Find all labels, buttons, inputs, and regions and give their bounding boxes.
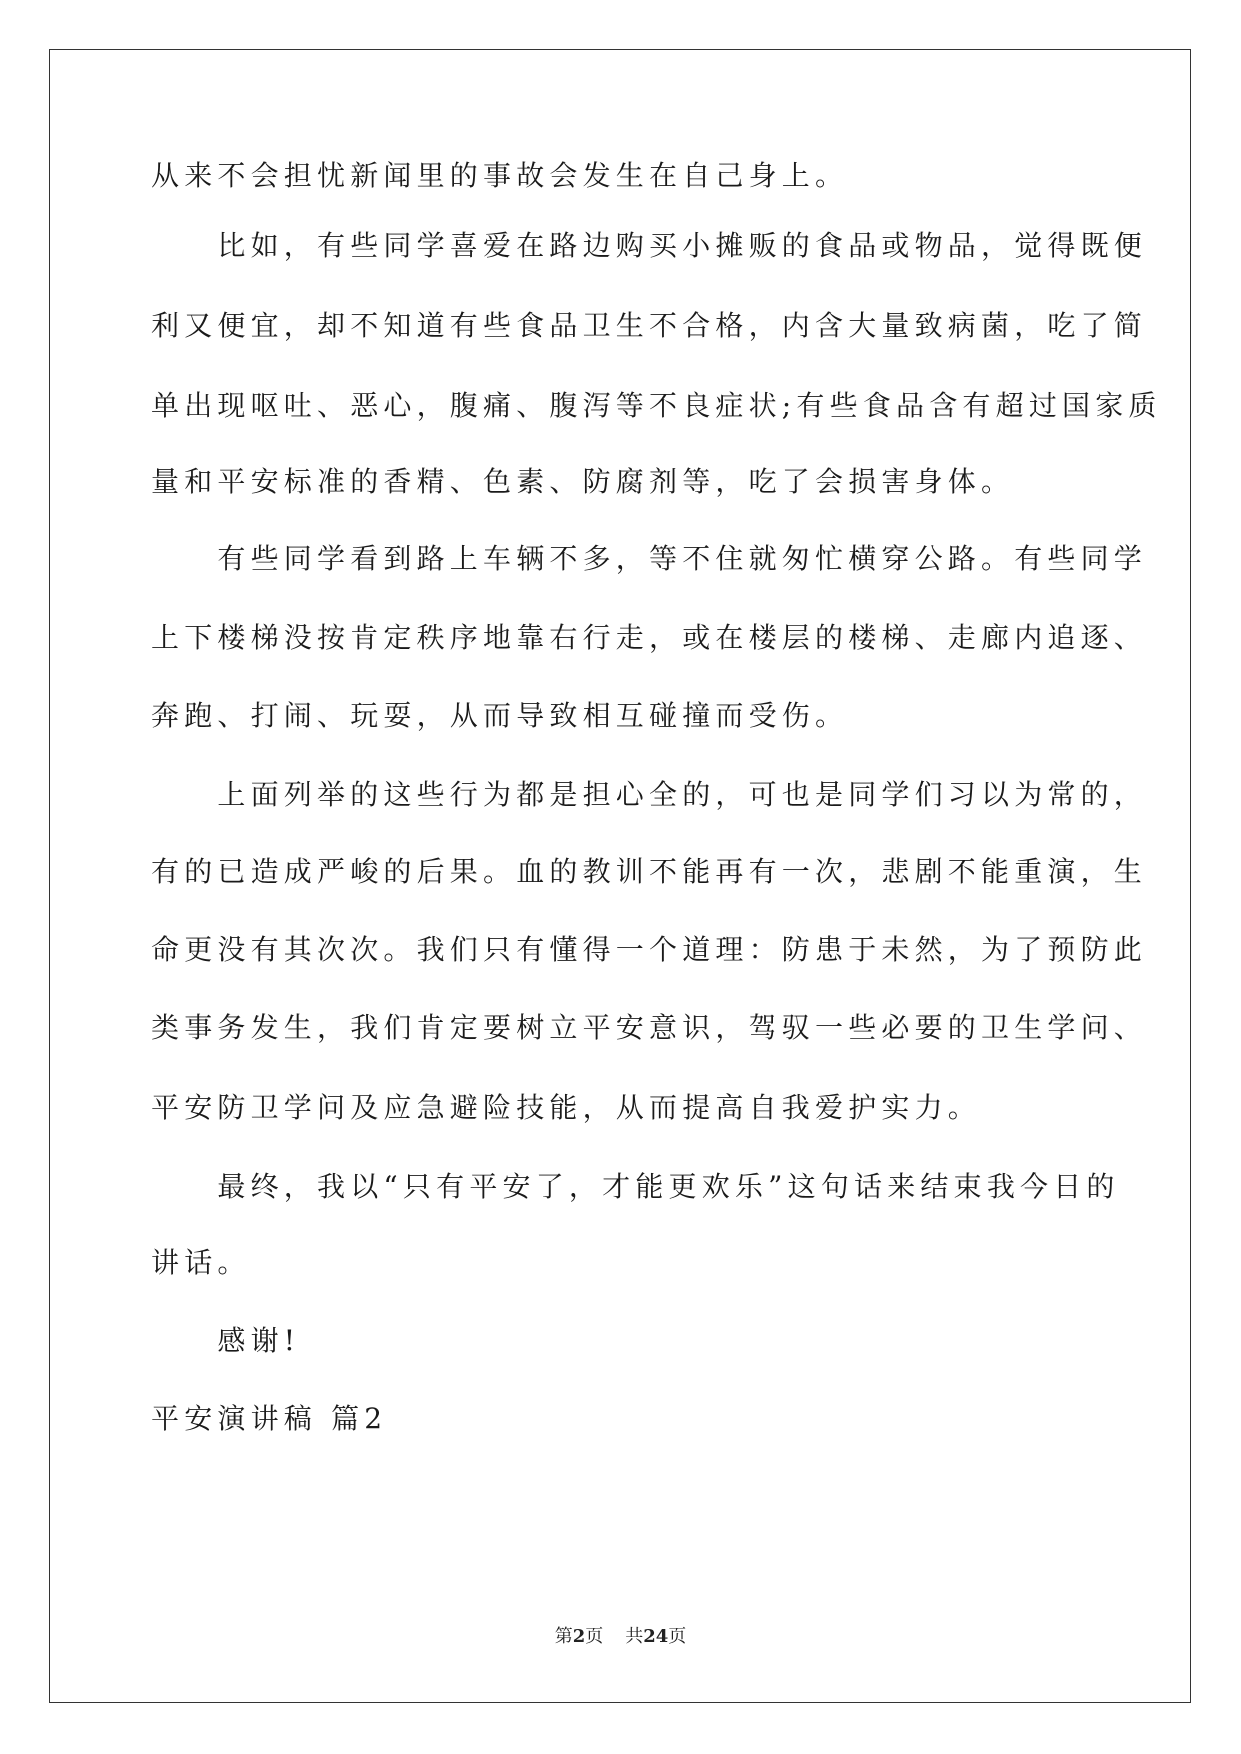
- footer-total-prefix: 共: [625, 1626, 644, 1647]
- text-line-10: 有的已造成严峻的后果。血的教训不能再有一次，悲剧不能重演，生: [151, 855, 1148, 888]
- text-line-6: 有些同学看到路上车辆不多，等不住就匆忙横穿公路。有些同学: [151, 542, 1148, 575]
- text-line-13: 平安防卫学问及应急避险技能，从而提高自我爱护实力。: [151, 1091, 982, 1124]
- text-line-8: 奔跑、打闹、玩耍，从而导致相互碰撞而受伤。: [151, 699, 849, 732]
- footer-total-suffix: 页: [668, 1626, 687, 1647]
- text-line-16: 感谢!: [151, 1324, 301, 1357]
- text-line-1: 从来不会担忧新闻里的事故会发生在自己身上。: [151, 159, 849, 192]
- text-line-12: 类事务发生，我们肯定要树立平安意识，驾驭一些必要的卫生学问、: [151, 1011, 1148, 1044]
- text-line-5: 量和平安标准的香精、色素、防腐剂等，吃了会损害身体。: [151, 465, 1015, 498]
- footer-page-prefix: 第: [554, 1626, 573, 1647]
- text-line-9: 上面列举的这些行为都是担心全的，可也是同学们习以为常的，: [151, 778, 1148, 811]
- text-line-7: 上下楼梯没按肯定秩序地靠右行走，或在楼层的楼梯、走廊内追逐、: [151, 621, 1148, 654]
- footer-page-suffix: 页: [585, 1626, 604, 1647]
- text-line-4: 单出现呕吐、恶心，腹痛、腹泻等不良症状;有些食品含有超过国家质: [151, 389, 1162, 422]
- section-heading: 平安演讲稿 篇2: [151, 1402, 388, 1435]
- footer-page-number: 2: [572, 1626, 586, 1647]
- page-footer: [0, 1626, 1241, 1648]
- text-line-15: 讲话。: [151, 1246, 251, 1279]
- text-line-3: 利又便宜，却不知道有些食品卫生不合格，内含大量致病菌，吃了简: [151, 309, 1148, 342]
- footer-total-pages: 24: [643, 1626, 669, 1647]
- text-line-2: 比如，有些同学喜爱在路边购买小摊贩的食品或物品，觉得既便: [151, 229, 1148, 262]
- text-line-11: 命更没有其次次。我们只有懂得一个道理：防患于未然，为了预防此: [151, 933, 1148, 966]
- text-line-14: 最终，我以“只有平安了，才能更欢乐”这句话来结束我今日的: [151, 1170, 1120, 1203]
